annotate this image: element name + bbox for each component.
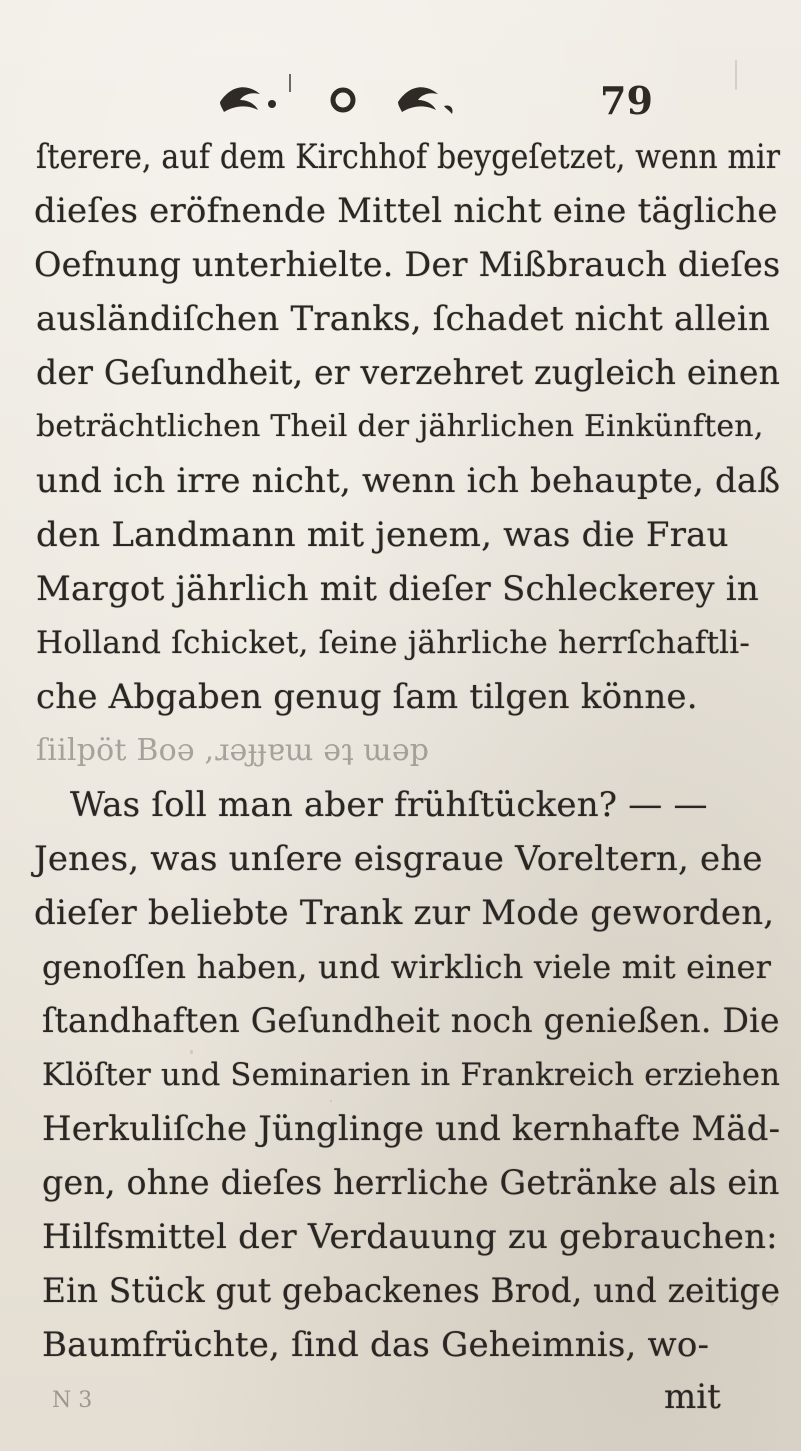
text-line: und ich irre nicht, wenn ich behaupte, daß: [36, 461, 781, 501]
text-line: den Landmann mit jenem, was die Frau: [36, 515, 729, 555]
signature-mark: N 3: [52, 1388, 93, 1413]
paper-stain: [330, 1100, 332, 1102]
text-line: der Geſundheit, er verzehret zugleich einen: [36, 353, 781, 393]
text-line: ausländiſchen Tranks, ſchadet nicht allein: [36, 299, 771, 339]
text-line: Klöſter und Seminarien in Frankreich erziehen: [42, 1057, 781, 1093]
text-line: Ein Stück gut gebackenes Brod, und zeitige: [42, 1271, 781, 1311]
text-line: ſtandhaften Geſundheit noch genießen. Die: [42, 1001, 780, 1041]
text-line: dieſer beliebte Trank zur Mode geworden,: [34, 893, 775, 933]
text-line: Margot jährlich mit dieſer Schleckerey in: [36, 569, 759, 609]
text-line: beträchtlichen Theil der jährlichen Einkünften,: [36, 409, 764, 444]
bleed-through-text: ſiilpöt Boǝ ,ɹǝɟɟɐɯ ǝʇ ɯǝp: [36, 733, 430, 768]
text-line: genoſſen haben, und wirklich viele mit einer: [42, 948, 772, 986]
page-number: 79: [600, 78, 653, 123]
page-header: [0, 70, 801, 140]
text-line: gen, ohne dieſes herrliche Getränke als ein: [42, 1163, 780, 1203]
text-line: Hilfsmittel der Verdauung zu gebrauchen:: [42, 1217, 778, 1257]
text-line: dieſes eröfnende Mittel nicht eine tägliche: [34, 191, 778, 231]
header-ornament-icon: [200, 70, 530, 126]
text-line: Jenes, was unſere eisgraue Voreltern, ehe: [34, 839, 763, 879]
text-line: Oefnung unterhielte. Der Mißbrauch dieſes: [34, 245, 781, 285]
text-line: Was ſoll man aber frühſtücken? — —: [70, 785, 708, 825]
text-line: Herkuliſche Jünglinge und kernhafte Mäd-: [42, 1109, 781, 1149]
catchword: mit: [664, 1377, 721, 1417]
text-line: Holland ſchicket, ſeine jährliche herrſchaftli-: [36, 625, 751, 661]
text-line: ſterere, auf dem Kirchhof beygeſetzet, wenn mir: [36, 137, 781, 177]
text-line: Baumfrüchte, ſind das Geheimnis, wo-: [42, 1325, 710, 1365]
text-line: che Abgaben genug ſam tilgen könne.: [36, 677, 698, 717]
